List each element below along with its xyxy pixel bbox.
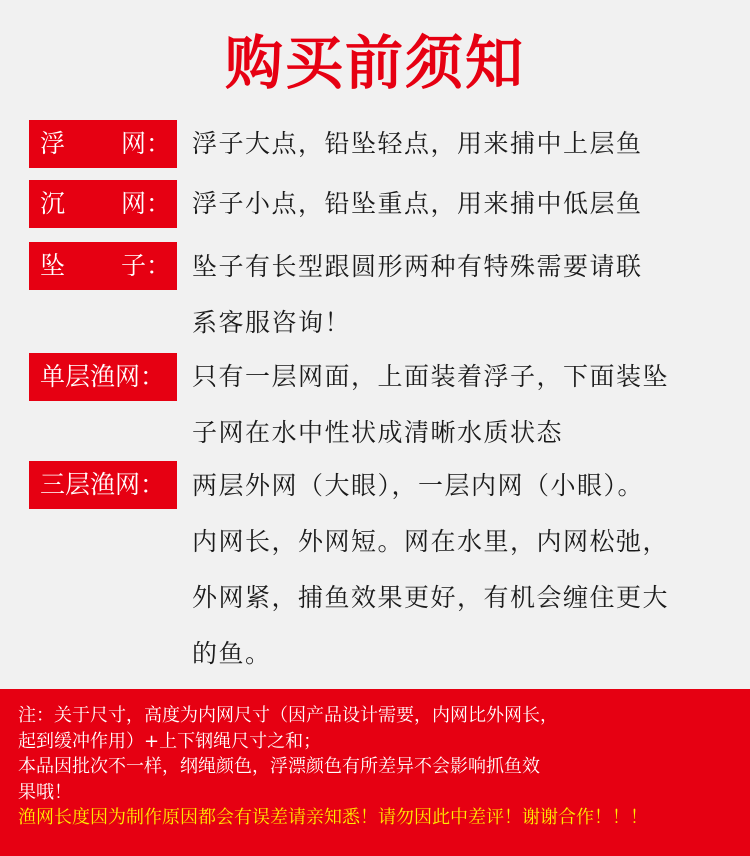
notice-banner <box>0 689 750 856</box>
desc-single-layer-net <box>192 349 732 461</box>
desc-line: 内网长，外网短。网在水里，内网松弛， <box>192 527 670 556</box>
desc-line: 两层外网（大眼），一层内网（小眼）。 <box>192 471 645 500</box>
notice-line: 本品因批次不一样，纲绳颜色，浮漂颜色有所差异不会影响抓鱼效 <box>18 756 540 777</box>
desc-line: 系客服咨询！ <box>192 308 352 337</box>
label-char: 子： <box>120 251 171 280</box>
desc-line: 外网紧，捕鱼效果更好，有机会缠住更大 <box>192 583 670 612</box>
label-char: 坠 <box>40 251 66 280</box>
label-char: 浮 <box>40 129 66 158</box>
label-char: 网： <box>120 189 171 218</box>
label-triple-layer-net: 三层渔网： <box>29 461 177 509</box>
desc-line: 坠子有长型跟圆形两种有特殊需要请联 <box>192 252 643 281</box>
desc-float-net <box>192 116 732 172</box>
label-char: 沉 <box>40 189 66 218</box>
desc-line: 子网在水中性状成清晰水质状态 <box>192 418 564 447</box>
notice-line: 注：关于尺寸，高度为内网尺寸（因产品设计需要，内网比外网长， <box>18 705 558 726</box>
desc-line: 的鱼。 <box>192 639 272 668</box>
notice-line: 起到缓冲作用）+上下钢绳尺寸之和； <box>18 730 322 752</box>
label-char: 网： <box>120 129 171 158</box>
label-float-net <box>29 120 177 168</box>
desc-triple-layer-net <box>192 458 732 682</box>
label-single-layer-net: 单层渔网： <box>29 353 177 401</box>
desc-line: 浮子大点，铅坠轻点，用来捕中上层鱼 <box>192 129 643 158</box>
desc-line: 浮子小点，铅坠重点，用来捕中低层鱼 <box>192 189 643 218</box>
desc-sink-net <box>192 176 732 232</box>
notice-line: 果哦！ <box>18 781 72 803</box>
desc-line: 只有一层网面，上面装着浮子，下面装坠 <box>192 362 670 391</box>
notice-warning: 渔网长度因为制作原因都会有误差请亲知悉！请勿因此中差评！谢谢合作！！！ <box>18 807 648 828</box>
page-title: 购买前须知 <box>224 29 525 97</box>
desc-sinker <box>192 239 732 351</box>
label-sinker <box>29 242 177 290</box>
label-sink-net <box>29 180 177 228</box>
